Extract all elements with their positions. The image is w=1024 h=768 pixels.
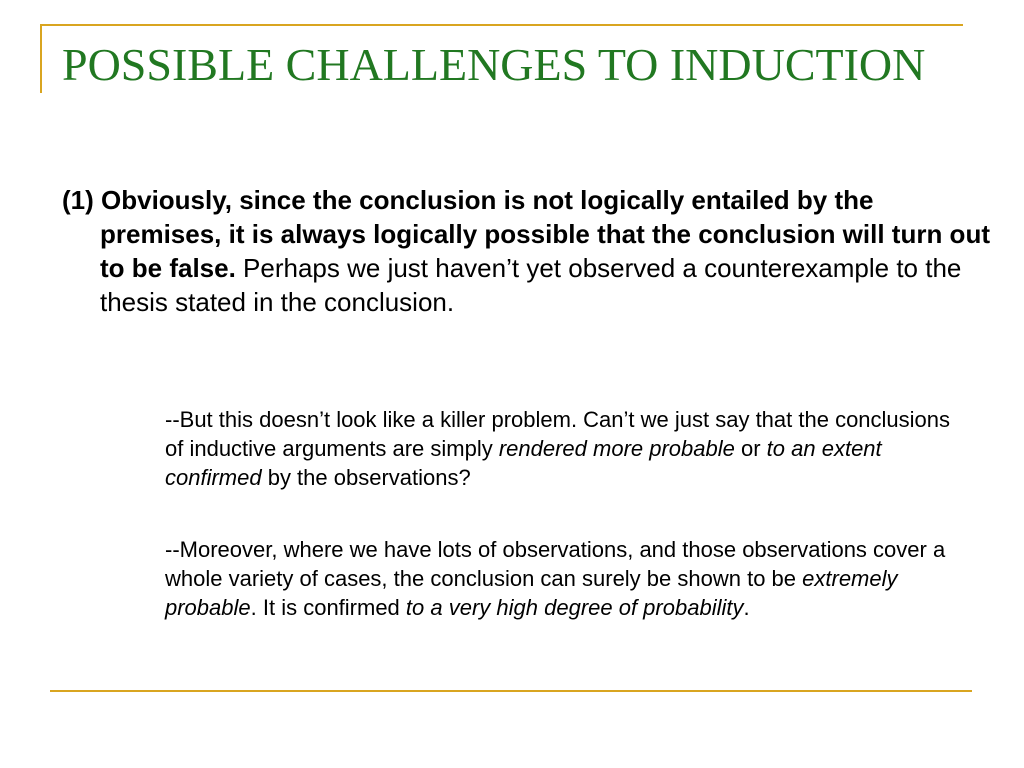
sub-point-1-italic-1: rendered more probable: [498, 436, 735, 461]
left-accent-line: [40, 24, 42, 93]
sub-point-1-italic-2: to an extent confirmed: [165, 436, 882, 490]
slide-title: POSSIBLE CHALLENGES TO INDUCTION: [62, 39, 926, 90]
sub-point-2-text-1: --Moreover, where we have lots of observations, and those observations cover a whole variety of cases, the conclusion can surely be shown to be: [165, 537, 946, 591]
main-point: [62, 183, 1000, 319]
sub-point-2: [165, 535, 965, 622]
main-point-bold-text: (1) Obviously, since the conclusion is not logically entailed by the premises, it is always logically possible that the conclusion will turn out to be false.: [62, 185, 990, 283]
sub-point-2-italic-2: to a very high degree of probability: [405, 595, 744, 620]
sub-point-2-text-2: . It is confirmed: [250, 595, 406, 620]
top-rule-line: [40, 24, 963, 26]
sub-point-1: [165, 405, 965, 492]
main-point-normal-text: Perhaps we just haven’t yet observed a counterexample to the thesis stated in the conclusion.: [100, 253, 962, 317]
sub-point-2-italic-1: extremely probable: [165, 566, 898, 620]
sub-point-1-text-1: --But this doesn’t look like a killer problem. Can’t we just say that the conclusions of inductive arguments are simply: [165, 407, 951, 461]
sub-point-2-text-3: .: [743, 595, 750, 620]
sub-point-1-text-3: by the observations?: [261, 465, 471, 490]
sub-point-1-text-2: or: [734, 436, 767, 461]
bottom-rule-line: [50, 690, 972, 692]
